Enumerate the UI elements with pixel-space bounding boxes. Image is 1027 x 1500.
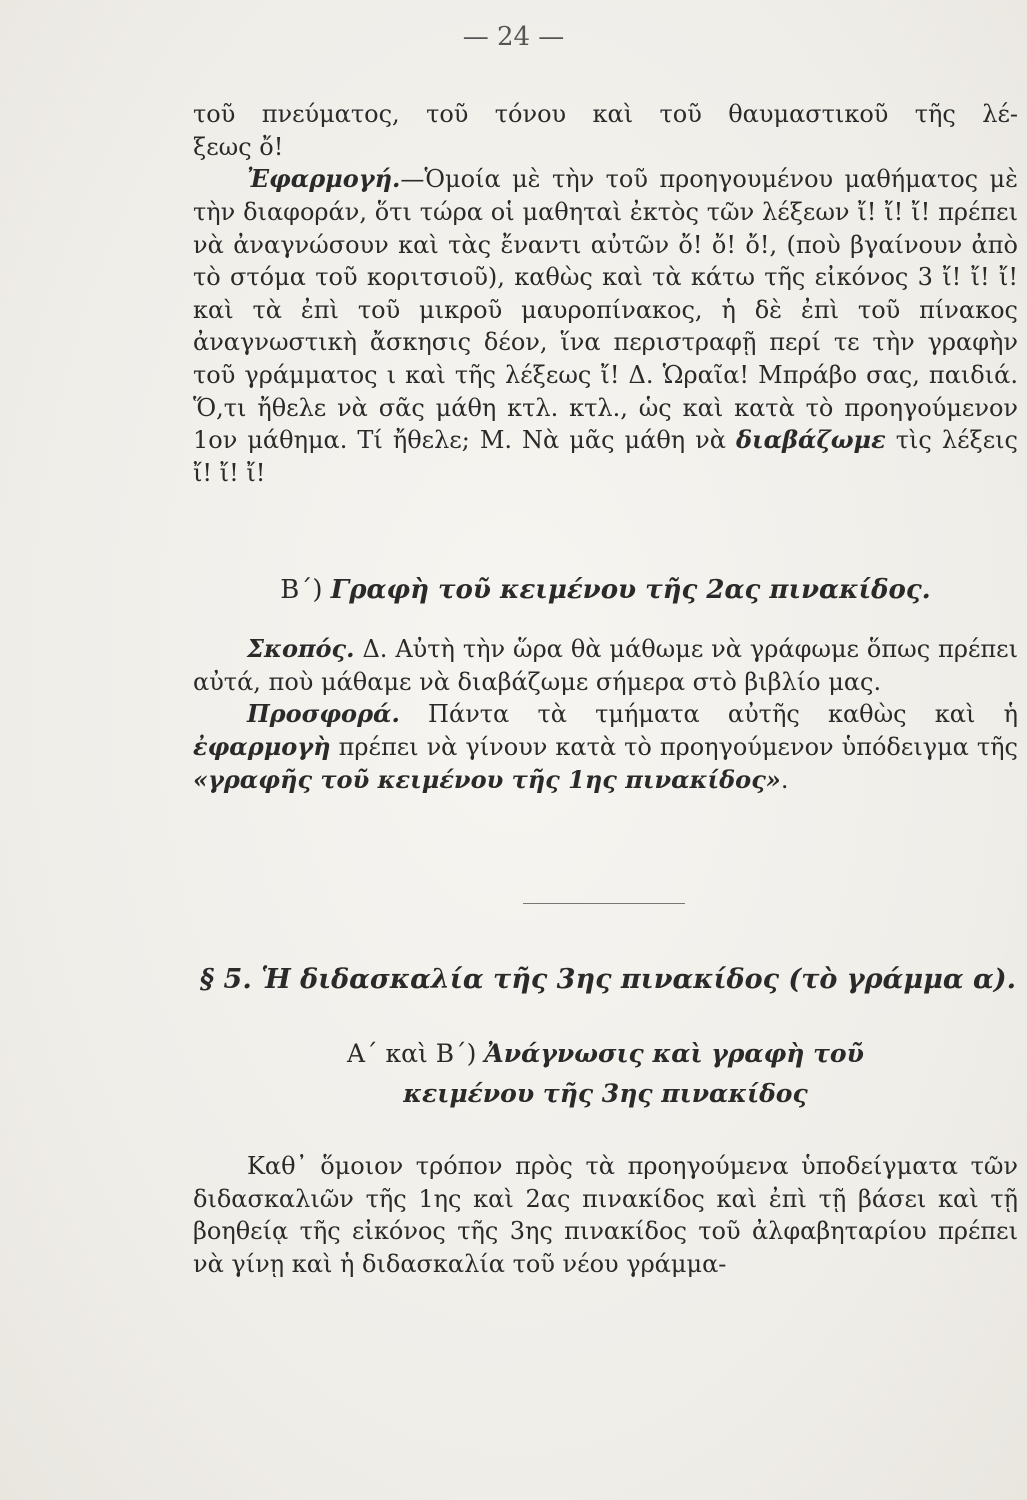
efarmogi-word: ἐφαρμογὴ — [193, 731, 331, 761]
skopos-label: Σκοπός. — [247, 634, 355, 663]
line-lexeos: ξεως ὄ! — [193, 132, 284, 161]
section-5-title: § 5. Ἡ διδασκαλία τῆς 3ης πινακίδος (τὸ γράμμα α). — [200, 964, 1016, 995]
heading-ab-prefix: Α΄ καὶ Β΄) — [347, 1039, 485, 1068]
paragraph-kath-omoion — [193, 1150, 1018, 1281]
prosfora-text-2: πρέπει νὰ γίνουν κατὰ τὸ προηγούμενον ὑπόδειγμα τῆς — [330, 732, 1018, 761]
prosfora-paragraph — [193, 698, 1018, 796]
heading-ab-line1 — [193, 1034, 1018, 1074]
efarmogi-label: Ἐφαρμογή. — [247, 164, 401, 194]
skopos-paragraph — [193, 633, 1018, 698]
diavazome-word: διαβάζωμε — [735, 425, 886, 455]
efarmogi-tail: τὶς λέξεις ἴ! ἴ! ἴ! — [193, 426, 1019, 487]
heading-grafi-2as — [193, 575, 1018, 605]
section-divider — [523, 903, 685, 904]
prosfora-label: Προσφορά. — [247, 699, 400, 729]
heading-b-prefix: Β΄) — [280, 575, 331, 605]
heading-ab-title-1: Ἀνάγνωσις καὶ γραφὴ τοῦ — [484, 1039, 864, 1068]
heading-b-title: Γραφὴ τοῦ κειμένου τῆς 2ας πινακίδος. — [330, 575, 931, 605]
quote-grafis: «γραφῆς τοῦ κειμένου τῆς 1ης πινακίδος» — [193, 764, 781, 794]
page-number: — 24 — — [462, 22, 565, 52]
kath-omoion-text: Καθ᾽ ὅμοιον τρόπον πρὸς τὰ προηγούμενα ὑποδείγματα τῶν διδασκαλιῶν τῆς 1ης καὶ 2ας πινακίδος καὶ ἐπὶ τῇ βάσει καὶ τῇ βοηθείᾳ τῆς εἰκόνος τῆς 3ης πινακίδος τοῦ ἀλφαβηταρίου πρέπει νὰ γίνῃ καὶ ἡ διδασκαλία τοῦ νέου γράμμα- — [193, 1152, 1018, 1278]
paragraph-skopos-prosfora — [193, 633, 1018, 796]
prosfora-end: . — [780, 765, 789, 794]
efarmogi-text: —Ὁμοία μὲ τὴν τοῦ προηγουμένου μαθήματος μὲ τὴν διαφοράν, ὅτι τώρα οἱ μαθηταὶ ἐκτὸς τῶν λέξεων ἴ! ἴ! ἴ! πρέπει νὰ ἀναγνώσουν καὶ τὰς ἔναντι αὐτῶν ὄ! ὄ! ὄ!, (ποὺ βγαίνουν ἀπὸ τὸ στόμα τοῦ κοριτσιοῦ), καθὼς καὶ τὰ κάτω τῆς εἰκόνος 3 ἴ! ἴ! ἴ! καὶ τὰ ἐπὶ τοῦ μικροῦ μαυροπίνακος, ἡ δὲ ἐπὶ τοῦ πίνακος ἀναγνωστικὴ ἄσκησις δέον, ἵνα περιστραφῇ περί τε τὴν γραφὴν τοῦ γράμματος ι καὶ τῆς λέξεως ἴ! Δ. Ὡραῖα! Μπράβο σας, παιδιά. Ὅ,τι ἤθελε νὰ σᾶς μάθη κτλ. κτλ., ὡς καὶ κατὰ τὸ προηγούμενον 1ον μάθημα. Τί ἤθελε; Μ. Νὰ μᾶς μάθη νὰ — [193, 165, 1018, 455]
heading-ab-title-2: κειμένου τῆς 3ης πινακίδος — [403, 1079, 808, 1108]
prosfora-text-1: Πάντα τὰ τμήματα αὐτῆς καθὼς καὶ ἡ — [399, 700, 1018, 729]
heading-anagnosis-grafi — [193, 1034, 1018, 1114]
skopos-text: Δ. Αὐτὴ τὴν ὥρα θὰ μάθωμε νὰ γράφωμε ὅπως πρέπει αὐτά, ποὺ μάθαμε νὰ διαβάζωμε σήμερα στὸ βιβλίο μας. — [193, 635, 1018, 696]
efarmogi-paragraph — [193, 163, 1018, 489]
paragraph-efarmogi — [193, 98, 1018, 490]
line-pnevmatos: τοῦ πνεύματος, τοῦ τόνου καὶ τοῦ θαυμαστικοῦ τῆς λέ- — [193, 100, 1018, 128]
